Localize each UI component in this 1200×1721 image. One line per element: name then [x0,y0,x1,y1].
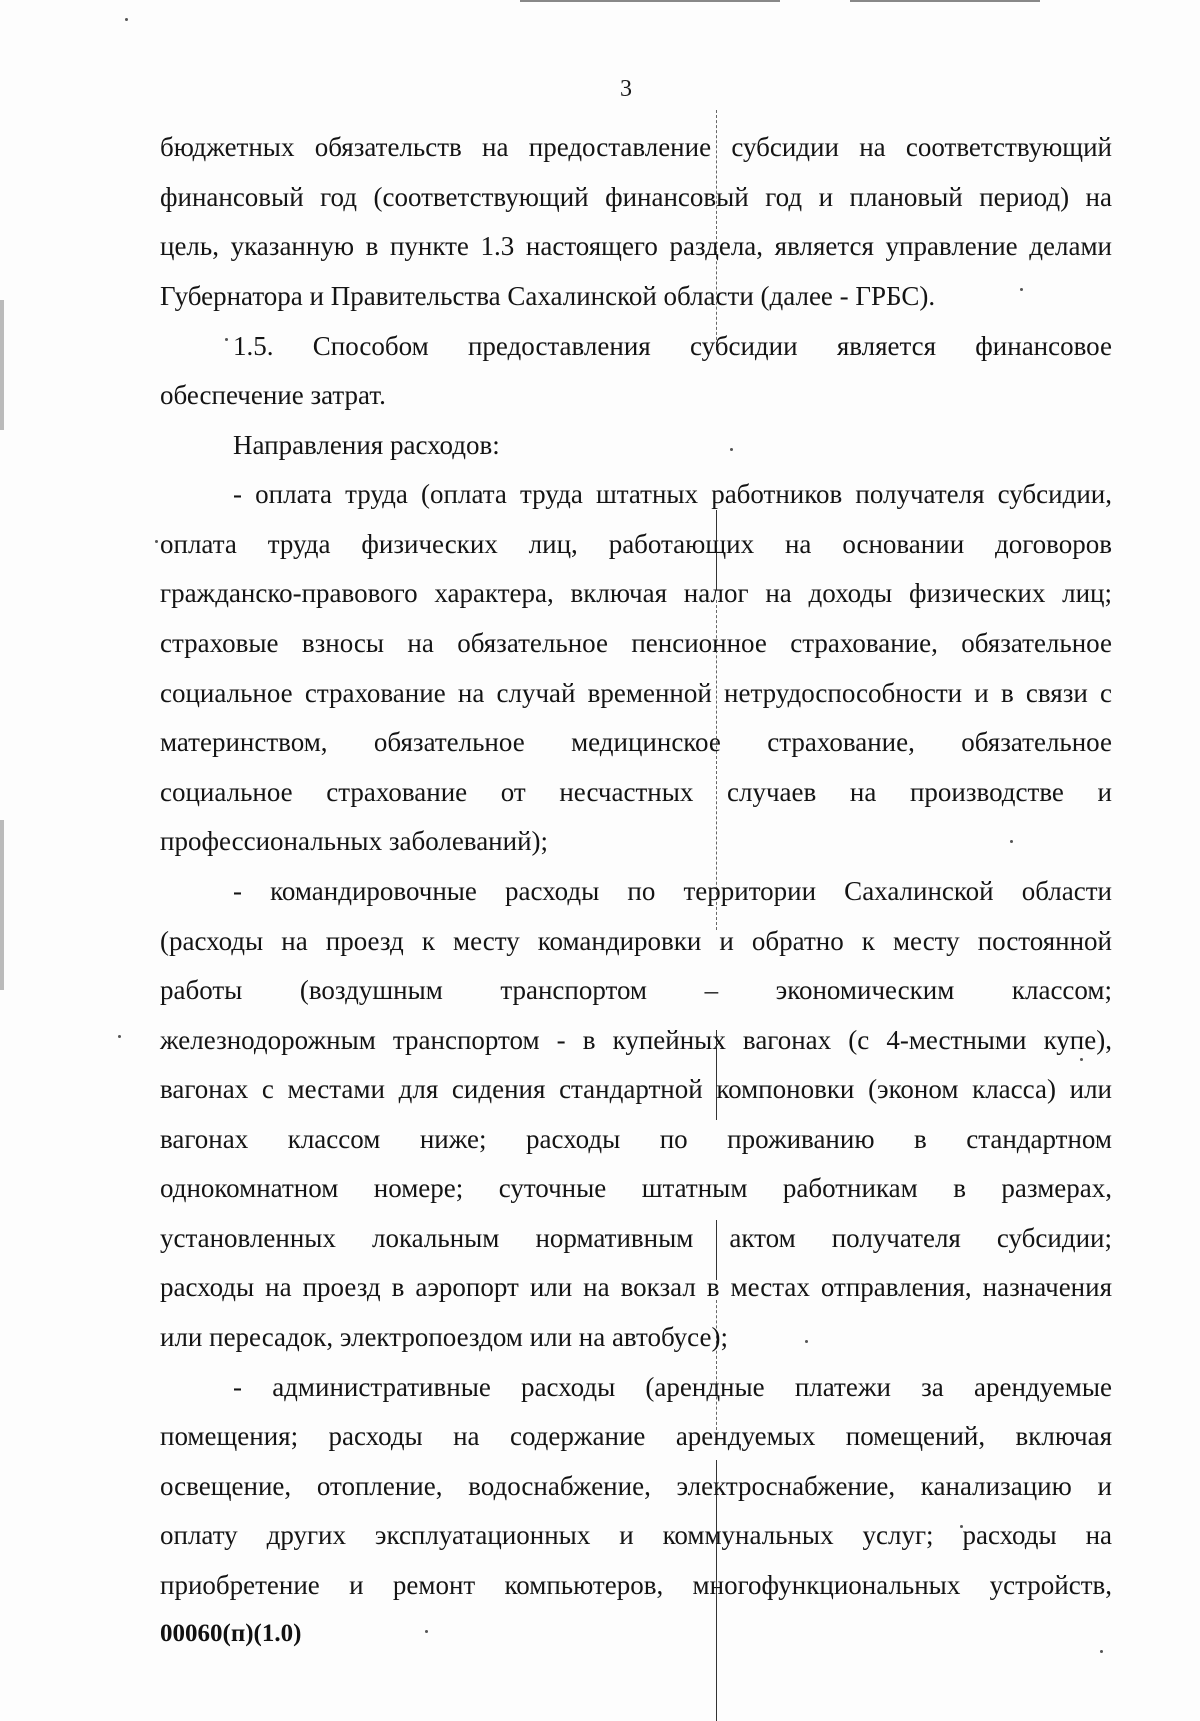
scan-speck [425,1630,428,1633]
body-text-line: цель, указанную в пункте 1.3 настоящего раздела, является управление делами [160,231,1112,261]
body-text-line: профессиональных заболеваний); [160,826,549,856]
page-number: 3 [620,76,632,102]
body-text-line: - командировочные расходы по территории Сахалинской области [233,876,1112,906]
scan-speck [1080,1058,1083,1061]
body-text-line: гражданско-правового характера, включая налог на доходы физических лиц; [160,578,1112,608]
body-text-line: Губернатора и Правительства Сахалинской области (далее - ГРБС). [160,281,936,311]
body-text-line: оплату других эксплуатационных и коммунальных услуг; расходы на [160,1520,1112,1550]
body-text-line: однокомнатном номере; суточные штатным работникам в размерах, [160,1173,1112,1203]
body-text-line: оплата труда физических лиц, работающих на основании договоров [160,529,1112,559]
body-text-line: работы (воздушным транспортом – экономическим классом; [160,975,1112,1005]
scan-edge-mark [0,820,4,990]
scan-top-rule [520,0,780,2]
body-text-line: вагонах классом ниже; расходы по проживанию в стандартном [160,1124,1112,1154]
body-text-line: вагонах с местами для сидения стандартной компоновки (эконом класса) или [160,1074,1112,1104]
body-text-line: расходы на проезд в аэропорт или на вокзал в местах отправления, назначения [160,1272,1112,1302]
document-code: 00060(п)(1.0) [160,1620,302,1647]
body-text-line: Направления расходов: [233,430,500,460]
scan-speck [118,1035,121,1038]
body-text-line: социальное страхование на случай временной нетрудоспособности и в связи с [160,678,1112,708]
body-text-line: бюджетных обязательств на предоставление субсидии на соответствующий [160,132,1112,162]
body-text-line: социальное страхование от несчастных случаев на производстве и [160,777,1112,807]
scan-speck [125,18,128,21]
scan-speck [1100,1650,1103,1653]
body-text-line: железнодорожным транспортом - в купейных вагонах (с 4-местными купе), [160,1025,1112,1055]
body-text-line: приобретение и ремонт компьютеров, многофункциональных устройств, [160,1570,1112,1600]
body-text-line: страховые взносы на обязательное пенсионное страхование, обязательное [160,628,1112,658]
body-text-line: помещения; расходы на содержание арендуемых помещений, включая [160,1421,1112,1451]
scan-speck [155,540,158,543]
body-text-line: установленных локальным нормативным актом получателя субсидии; [160,1223,1112,1253]
body-text-line: финансовый год (соответствующий финансовый год и плановый период) на [160,182,1112,212]
body-text-line: материнством, обязательное медицинское страхование, обязательное [160,727,1112,757]
body-text-line: (расходы на проезд к месту командировки и обратно к месту постоянной [160,926,1112,956]
body-text-line: - оплата труда (оплата труда штатных работников получателя субсидии, [233,479,1112,509]
body-text-line: или пересадок, электропоездом или на автобусе); [160,1322,728,1352]
scan-speck [225,338,228,341]
body-text-line: - административные расходы (арендные платежи за арендуемые [233,1372,1112,1402]
body-text-line: освещение, отопление, водоснабжение, электроснабжение, канализацию и [160,1471,1112,1501]
body-text-line: обеспечение затрат. [160,380,386,410]
scan-edge-mark [0,300,4,430]
body-text-line: 1.5. Способом предоставления субсидии является финансовое [233,331,1112,361]
scan-top-rule [850,0,1040,2]
